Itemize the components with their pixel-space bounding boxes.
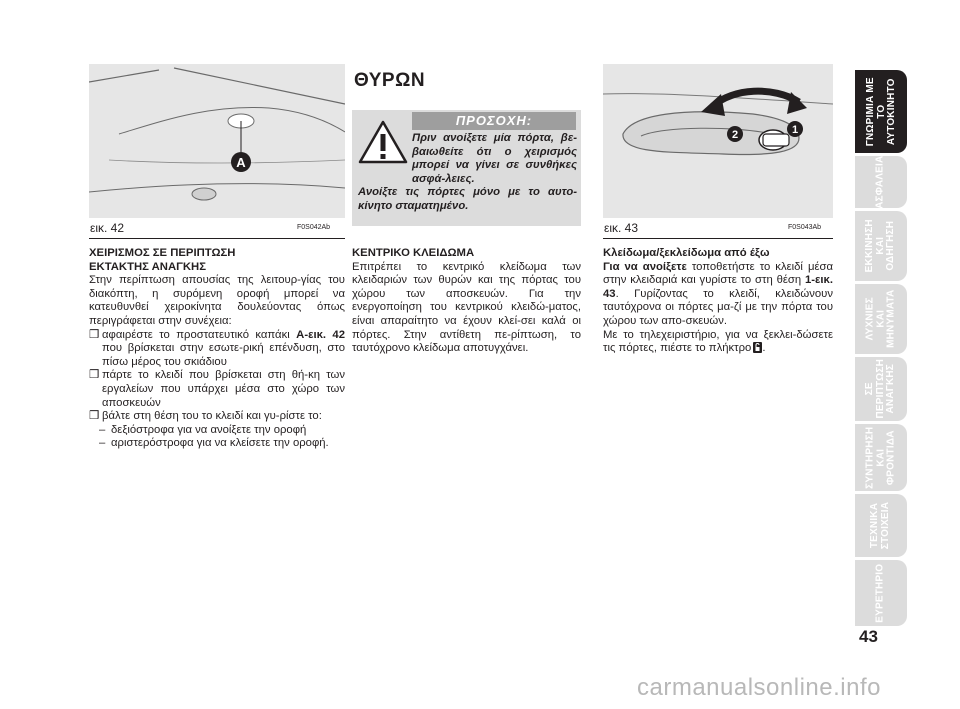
tab-lights-messages-label: ΛΥΧΝΙΕΣ ΚΑΙ ΜΗΝΥΜΑΤΑ <box>864 289 897 349</box>
central-locking-heading: ΚΕΝΤΡΙΚΟ ΚΛΕΙΔΩΜΑ <box>352 247 475 259</box>
figure-label-a: A <box>236 155 246 170</box>
warning-box <box>352 110 581 226</box>
unlock-button-icon <box>753 342 762 358</box>
tab-maintenance-label: ΣΥΝΤΗΡΗΣΗ ΚΑΙ ΦΡΟΝΤΙΔΑ <box>864 426 897 489</box>
remote-instructions <box>603 329 833 358</box>
dash-item <box>89 437 345 451</box>
figure-42-caption: εικ. 42 <box>90 221 125 235</box>
section-title: ΘΥΡΩΝ <box>354 70 426 91</box>
figure-label-1: 1 <box>791 124 799 136</box>
bullet-item <box>89 369 345 410</box>
figure-43-code: F0S043Ab <box>788 224 822 231</box>
figure-43-image <box>603 64 833 218</box>
chapter-tabs <box>855 70 911 635</box>
dash-marker: – <box>99 423 106 436</box>
watermark: carmanualsonline.info <box>637 674 881 701</box>
page-number: 43 <box>859 627 878 646</box>
dash2-text: αριστερόστροφα για να κλείσετε την οροφή. <box>111 437 329 450</box>
dash-marker: – <box>99 437 106 450</box>
bullet2-text: πάρτε το κλειδί που βρίσκεται στη θή-κη των εργαλείων που υπάρχει μέσα στο χώρο των αποσκευών <box>102 369 345 409</box>
open-instructions <box>603 261 833 329</box>
door-handle-illustration <box>603 64 833 218</box>
bullet3-text: βάλτε στη θέση του το κλειδί και γυ-ρίστε το: <box>102 410 322 423</box>
bullet-item <box>89 329 345 370</box>
open-text-a: τοποθετήστε το κλειδί μέσα στην κλειδαριά και γυρίστε το στη θέση <box>603 260 833 287</box>
tab-technical-data[interactable] <box>855 494 907 557</box>
tab-starting-driving-label: ΕΚΚΙΝΗΣΗ ΚΑΙ ΟΔΗΓΗΣΗ <box>864 219 897 273</box>
bullet1-figure-ref: A-εικ. 42 <box>296 328 345 341</box>
dash-item <box>89 424 345 438</box>
warning-header: ΠΡΟΣΟΧΗ: <box>412 112 576 130</box>
warning-paragraph-2: Ανοίξτε τις πόρτες μόνο με το αυτο-κίνητο σταματημένο. <box>358 186 577 212</box>
figure-42-rule <box>89 238 345 239</box>
dash1-text: δεξιόστροφα για να ανοίξετε την οροφή <box>111 423 307 436</box>
bullet-marker: ❒ <box>89 369 100 382</box>
tab-safety-label: ΑΣΦΑΛΕΙΑ <box>874 155 886 209</box>
tab-emergency-label: ΣΕ ΠΕΡΙΠΤΩΣΗ ΑΝΑΓΚΗΣ <box>864 359 897 419</box>
tab-maintenance[interactable] <box>855 424 907 491</box>
warning-paragraph-1: Πριν ανοίξετε μία πόρτα, βε-βαιωθείτε ότι ο χειρισμός μπορεί να γίνει σε συνθήκες ασφά-λειες. <box>412 132 577 185</box>
tab-vehicle-intro[interactable] <box>855 70 907 153</box>
sunroof-illustration <box>89 64 345 218</box>
tab-index-label: ΕΥΡΕΤΗΡΙΟ <box>874 563 886 623</box>
tab-starting-driving[interactable] <box>855 211 907 281</box>
figure-42-image <box>89 64 345 218</box>
figure-43-rule <box>603 238 833 239</box>
bullet-marker: ❒ <box>89 328 100 341</box>
bullet1-text-pre: αφαιρέστε το προστατευτικό καπάκι <box>102 328 297 341</box>
tab-emergency[interactable] <box>855 357 907 421</box>
figure-43-caption: εικ. 43 <box>604 221 639 235</box>
remote-text-end: . <box>762 342 766 355</box>
warning-text <box>358 132 577 214</box>
figure-42-code: F0S042Ab <box>297 224 331 231</box>
emergency-heading-1: ΧΕΙΡΙΣΜΟΣ ΣΕ ΠΕΡΙΠΤΩΣΗ <box>89 247 236 259</box>
lock-unlock-heading: Κλείδωμα/ξεκλείδωμα από έξω <box>603 247 770 259</box>
right-column-text <box>603 247 833 358</box>
emergency-heading-2: ΕΚΤΑΚΤΗΣ ΑΝΑΓΚΗΣ <box>89 260 206 273</box>
bullet-marker: ❒ <box>89 410 100 423</box>
open-figure-ref: 1-εικ. 43 <box>603 274 833 300</box>
bullet-item <box>89 410 345 424</box>
left-column-text <box>89 247 345 451</box>
tab-safety[interactable] <box>855 156 907 208</box>
open-text-b: . Γυρίζοντας το κλειδί, κλειδώνουν ταυτόχρονα οι πόρτες μα-ζί με την πόρτα του χώρου των απο-σκευών. <box>603 287 833 327</box>
bullet1-text-post: που βρίσκεται στην εσωτε-ρική επένδυση, στο πίσω μέρος του σκιάδιου <box>102 342 345 368</box>
open-bold-lead: Για να ανοίξετε <box>603 260 687 273</box>
central-locking-body: Επιτρέπει το κεντρικό κλείδωμα των κλειδαριών των θυρών και της πόρτας του χώρου των αποσκευών. Για την ενεργοποίηση του κεντρικού κλειδώ-ματος, είναι απαραίτητο να έχουν κλεί-σει καλά οι πόρτες. Στην αντίθετη πε-ρίπτωση, το ταυτόχρονο κλείδωμα αποτυγχάνει. <box>352 260 581 355</box>
tab-index[interactable] <box>855 560 907 626</box>
tab-lights-messages[interactable] <box>855 284 907 354</box>
remote-text: Με το τηλεχειριστήριο, για να ξεκλει-δώσετε τις πόρτες, πιέστε το πλήκτρο <box>603 328 833 355</box>
tab-vehicle-intro-label: ΓΝΩΡΙΜΙΑ ΜΕ ΤΟ ΑΥΤΟΚΙΝΗΤΟ <box>864 76 897 147</box>
middle-column-text <box>352 247 581 356</box>
figure-label-2: 2 <box>731 129 739 141</box>
emergency-intro: Στην περίπτωση απουσίας της λειτουρ-γίας του διακόπτη, η συρόμενη οροφή μπορεί να κατευθυνθεί χειροκίνητα δουλεύοντας όπως περιγράφεται στην συνέχεια: <box>89 274 345 327</box>
tab-technical-data-label: ΤΕΧΝΙΚΑ ΣΤΟΙΧΕΙΑ <box>869 501 891 550</box>
